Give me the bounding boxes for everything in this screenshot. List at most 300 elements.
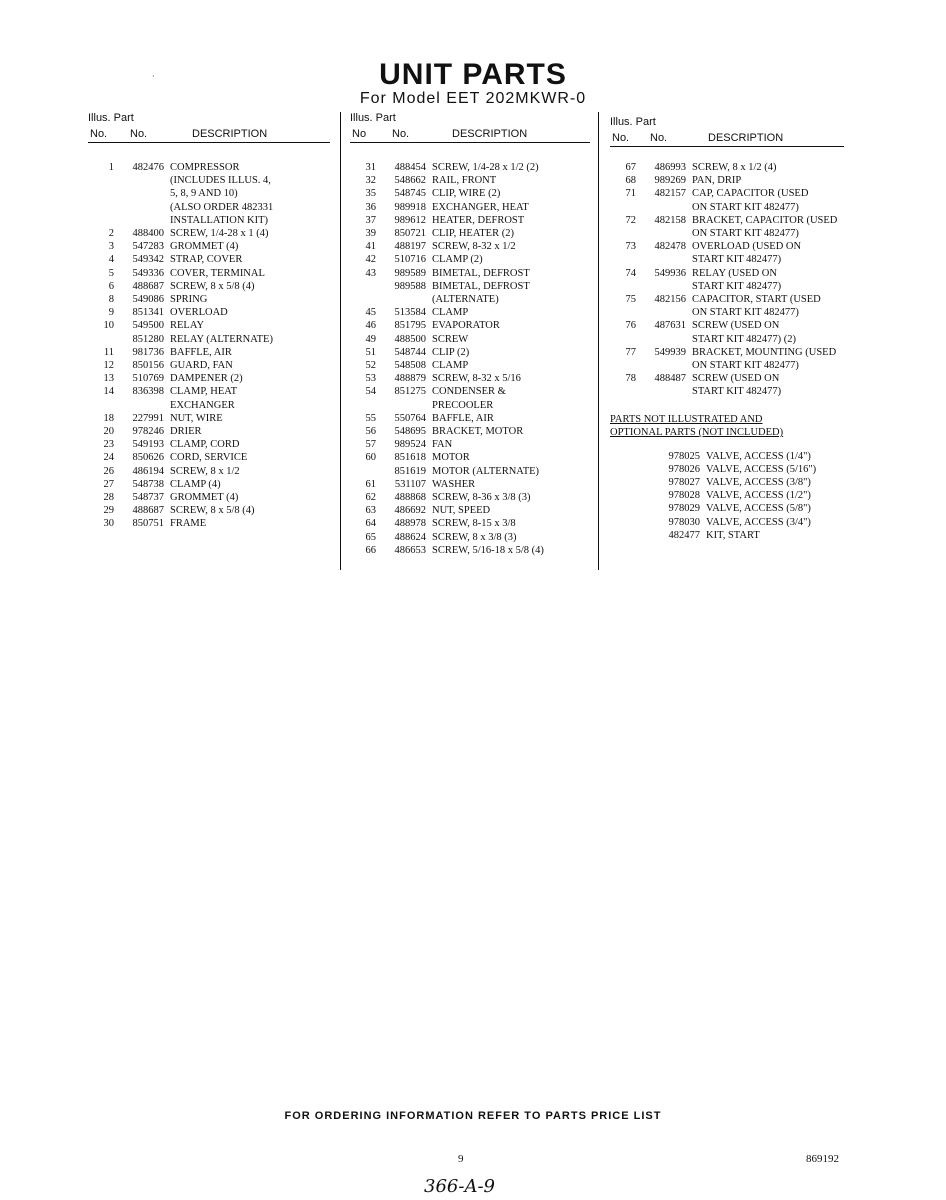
table-row [350, 201, 590, 214]
part-description: (ALSO ORDER 482331 [170, 201, 274, 213]
part-number [114, 201, 170, 214]
part-number [114, 187, 170, 200]
part-description: STRAP, COVER [170, 254, 243, 266]
illus-number: 62 [365, 492, 376, 504]
header-description: DESCRIPTION [192, 128, 268, 140]
table-row [88, 319, 330, 332]
parts-list [350, 161, 590, 557]
part-description: GROMMET (4) [170, 241, 239, 253]
notes-line-2: OPTIONAL PARTS (NOT INCLUDED) [610, 427, 784, 439]
illus-number [350, 293, 376, 306]
illus-number: 73 [625, 241, 636, 253]
parts-column-2 [350, 112, 590, 557]
part-number [376, 293, 432, 306]
illus-number: 8 [108, 294, 114, 306]
part-number: 989588 [394, 280, 426, 292]
table-row [610, 359, 844, 372]
part-description: VALVE, ACCESS (3/4") [706, 516, 811, 528]
part-description: CLAMP (4) [170, 478, 221, 490]
header-illus-no: No [352, 128, 367, 140]
illus-number [610, 529, 650, 542]
illus-number [610, 359, 636, 372]
table-row [610, 489, 844, 502]
part-description: BAFFLE, AIR [432, 412, 494, 424]
part-description: SCREW, 8-36 x 3/8 (3) [432, 492, 531, 504]
notes [610, 413, 844, 440]
part-number: 850751 [132, 518, 164, 530]
table-row [610, 240, 844, 253]
illus-number: 76 [625, 320, 636, 332]
table-row [88, 478, 330, 491]
illus-number: 52 [365, 360, 376, 372]
part-number: 989589 [394, 267, 426, 279]
part-description: CLAMP, HEAT [170, 386, 238, 398]
part-description: RELAY [170, 320, 205, 332]
part-description: (INCLUDES ILLUS. 4, [170, 175, 271, 187]
part-description: BIMETAL, DEFROST [432, 267, 530, 279]
part-description: NUT, WIRE [170, 412, 223, 424]
part-number: 487631 [654, 320, 686, 332]
table-row [610, 502, 844, 515]
illus-number [610, 476, 650, 489]
table-row [610, 267, 844, 280]
part-number: 547283 [132, 241, 164, 253]
part-number: 978029 [668, 503, 700, 515]
part-number: 227991 [132, 412, 164, 424]
part-description: SCREW (USED ON [692, 320, 780, 332]
part-number: 981736 [132, 346, 164, 358]
part-description: CAP, CAPACITOR (USED [692, 188, 809, 200]
part-number: 978025 [668, 450, 700, 462]
illus-number [88, 174, 114, 187]
part-number: 836398 [132, 386, 164, 398]
part-description: SCREW, 8-32 x 1/2 [432, 241, 516, 253]
illus-number: 23 [103, 439, 114, 451]
table-row [88, 412, 330, 425]
part-number [636, 359, 692, 372]
part-description: CLIP, HEATER (2) [432, 228, 514, 240]
part-description: CLAMP [432, 307, 469, 319]
part-description: PRECOOLER [432, 399, 494, 411]
illus-number: 63 [365, 505, 376, 517]
header-description: DESCRIPTION [708, 132, 784, 144]
illus-number: 54 [365, 386, 376, 398]
part-number [114, 174, 170, 187]
part-number: 488879 [394, 373, 426, 385]
table-row [350, 531, 590, 544]
header-part-no: No. [130, 128, 148, 140]
part-number: 851280 [132, 333, 164, 345]
table-row [350, 465, 590, 478]
part-number: 978246 [132, 426, 164, 438]
column-divider [598, 112, 599, 570]
part-description: ON START KIT 482477) [692, 201, 799, 213]
part-number: 510716 [394, 254, 426, 266]
illus-number: 26 [103, 465, 114, 477]
table-row [350, 240, 590, 253]
part-number: 989918 [394, 201, 426, 213]
part-number: 851619 [394, 465, 426, 477]
part-description: CLAMP (2) [432, 254, 483, 266]
illus-number [610, 450, 650, 463]
part-number [636, 201, 692, 214]
part-description: SCREW, 8-15 x 3/8 [432, 518, 516, 530]
illus-number: 49 [365, 333, 376, 345]
illus-number: 1 [108, 162, 114, 173]
table-row [88, 385, 330, 398]
illus-number: 35 [365, 188, 376, 200]
part-number: 482476 [132, 162, 164, 173]
illus-number [610, 333, 636, 346]
part-description: BAFFLE, AIR [170, 346, 232, 358]
illus-number: 11 [103, 346, 114, 358]
part-description: SCREW, 8-32 x 5/16 [432, 373, 521, 385]
part-description: INSTALLATION KIT) [170, 214, 269, 226]
part-description: BRACKET, CAPACITOR (USED [692, 214, 838, 226]
table-row [350, 253, 590, 266]
table-row [350, 491, 590, 504]
part-description: COVER, TERMINAL [170, 267, 265, 279]
part-description: MOTOR [432, 452, 470, 464]
illus-number: 68 [625, 175, 636, 187]
part-description: CLAMP, CORD [170, 439, 240, 451]
part-number: 488500 [394, 333, 426, 345]
table-row [88, 267, 330, 280]
table-row [350, 517, 590, 530]
optional-parts-list [610, 450, 844, 542]
illus-number [610, 280, 636, 293]
table-row [350, 359, 590, 372]
illus-number [88, 187, 114, 200]
part-description: FAN [432, 439, 453, 451]
part-number [636, 333, 692, 346]
part-description: START KIT 482477) [692, 280, 782, 292]
illus-number: 37 [365, 214, 376, 226]
table-row [88, 465, 330, 478]
illus-number: 53 [365, 373, 376, 385]
table-row [610, 201, 844, 214]
illus-number: 56 [365, 426, 376, 438]
column-header [610, 116, 844, 147]
illus-number: 14 [103, 386, 114, 398]
part-number: 488687 [132, 280, 164, 292]
part-number: 548744 [394, 346, 426, 358]
part-description: DAMPENER (2) [170, 373, 243, 385]
part-number: 978028 [668, 490, 700, 502]
part-number [636, 306, 692, 319]
table-row [88, 161, 330, 174]
table-row [350, 478, 590, 491]
part-description: EXCHANGER [170, 399, 235, 411]
part-number [114, 399, 170, 412]
header-part-no: No. [392, 128, 410, 140]
table-row [350, 293, 590, 306]
table-row [88, 240, 330, 253]
table-row [350, 372, 590, 385]
table-row [88, 517, 330, 530]
part-description: NUT, SPEED [432, 505, 491, 517]
illus-number: 30 [103, 518, 114, 530]
part-number: 488454 [394, 162, 426, 173]
table-row [610, 214, 844, 227]
part-description: GROMMET (4) [170, 492, 239, 504]
column-header [350, 112, 590, 143]
table-row [610, 333, 844, 346]
table-row [88, 280, 330, 293]
illus-number: 71 [625, 188, 636, 200]
part-number: 482477 [668, 529, 700, 541]
illus-number [350, 280, 376, 293]
table-row [610, 529, 844, 542]
illus-number: 67 [625, 162, 636, 173]
table-row [350, 438, 590, 451]
part-number: 978030 [668, 516, 700, 528]
parts-column-1 [88, 112, 330, 531]
part-description: VALVE, ACCESS (5/16") [706, 463, 817, 475]
part-number: 549193 [132, 439, 164, 451]
part-number: 549939 [654, 346, 686, 358]
part-number [636, 227, 692, 240]
illus-number: 24 [103, 452, 114, 464]
part-number: 482156 [654, 294, 686, 306]
part-description: SCREW (USED ON [692, 373, 780, 385]
part-description: CONDENSER & [432, 386, 506, 398]
part-description: EVAPORATOR [432, 320, 500, 332]
column-divider [340, 112, 341, 570]
illus-number: 32 [365, 175, 376, 187]
part-description: ON START KIT 482477) [692, 228, 799, 240]
table-row [88, 491, 330, 504]
part-description: SCREW [432, 333, 469, 345]
illus-number: 78 [625, 373, 636, 385]
illus-number: 28 [103, 492, 114, 504]
table-row [610, 174, 844, 187]
part-number: 486692 [394, 505, 426, 517]
table-row [350, 425, 590, 438]
handwritten-code: 366-A-9 [424, 1176, 495, 1197]
illus-number [350, 465, 376, 478]
part-description: COMPRESSOR [170, 162, 240, 173]
illus-number: 66 [365, 544, 376, 556]
table-row [610, 227, 844, 240]
table-row [610, 385, 844, 398]
parts-list [88, 161, 330, 531]
part-number: 488868 [394, 492, 426, 504]
table-row [350, 451, 590, 464]
illus-number: 2 [108, 228, 114, 240]
illus-number: 3 [108, 241, 114, 253]
illus-number: 29 [103, 505, 114, 517]
illus-number [610, 463, 650, 476]
part-description: VALVE, ACCESS (3/8") [706, 477, 811, 489]
illus-number: 9 [108, 307, 114, 319]
part-description: START KIT 482477) [692, 254, 782, 266]
table-row [610, 372, 844, 385]
illus-number [610, 489, 650, 502]
illus-number: 6 [108, 280, 114, 292]
table-row [350, 280, 590, 293]
header-part-no: No. [650, 132, 668, 144]
part-description: CAPACITOR, START (USED [692, 294, 821, 306]
table-row [88, 214, 330, 227]
illus-number: 41 [365, 241, 376, 253]
part-number: 548695 [394, 426, 426, 438]
table-row [350, 544, 590, 557]
part-number: 510769 [132, 373, 164, 385]
part-number: 549500 [132, 320, 164, 332]
illus-number [88, 333, 114, 346]
part-description: ON START KIT 482477) [692, 307, 799, 319]
illus-number: 10 [103, 320, 114, 332]
part-number: 549936 [654, 267, 686, 279]
table-row [610, 253, 844, 266]
illus-number [610, 253, 636, 266]
illus-number: 64 [365, 518, 376, 530]
part-description: CLIP (2) [432, 346, 470, 358]
part-number: 486993 [654, 162, 686, 173]
table-row [88, 399, 330, 412]
part-number: 549086 [132, 294, 164, 306]
part-description: RELAY (ALTERNATE) [170, 333, 273, 345]
table-row [350, 161, 590, 174]
header-description: DESCRIPTION [452, 128, 528, 140]
illus-number: 13 [103, 373, 114, 385]
part-number: 488978 [394, 518, 426, 530]
illus-number: 36 [365, 201, 376, 213]
table-row [350, 504, 590, 517]
stray-mark: · [152, 72, 155, 81]
part-number: 482157 [654, 188, 686, 200]
part-number: 513584 [394, 307, 426, 319]
part-number: 488400 [132, 228, 164, 240]
illus-number [610, 227, 636, 240]
illus-number: 39 [365, 228, 376, 240]
part-description: SCREW, 8 x 5/8 (4) [170, 280, 255, 292]
part-description: CLAMP [432, 360, 469, 372]
table-row [610, 280, 844, 293]
table-row [610, 516, 844, 529]
part-number: 482478 [654, 241, 686, 253]
part-description: 5, 8, 9 AND 10) [170, 188, 238, 200]
part-description: SCREW, 8 x 1/2 [170, 465, 240, 477]
illus-number: 77 [625, 346, 636, 358]
part-number: 549342 [132, 254, 164, 266]
table-row [88, 174, 330, 187]
part-description: CORD, SERVICE [170, 452, 248, 464]
part-description: (ALTERNATE) [432, 294, 499, 306]
table-row [610, 319, 844, 332]
illus-number: 55 [365, 412, 376, 424]
part-description: DRIER [170, 426, 202, 438]
table-row [88, 504, 330, 517]
part-description: SCREW, 8 x 1/2 (4) [692, 162, 777, 173]
column-header [88, 112, 330, 143]
illus-number: 43 [365, 267, 376, 279]
illus-number [88, 399, 114, 412]
table-row [350, 346, 590, 359]
part-number: 850156 [132, 360, 164, 372]
table-row [350, 214, 590, 227]
part-number: 978027 [668, 477, 700, 489]
part-number: 851275 [394, 386, 426, 398]
header-line1: Illus. Part [610, 116, 656, 128]
table-row [88, 333, 330, 346]
table-row [350, 174, 590, 187]
table-row [88, 253, 330, 266]
part-description: ON START KIT 482477) [692, 360, 799, 372]
part-description: VALVE, ACCESS (5/8") [706, 503, 811, 515]
parts-list [610, 161, 844, 399]
part-number: 488624 [394, 531, 426, 543]
illus-number: 65 [365, 531, 376, 543]
illus-number: 46 [365, 320, 376, 332]
part-number: 488487 [654, 373, 686, 385]
table-row [610, 293, 844, 306]
document-number: 869192 [806, 1153, 839, 1165]
table-row [610, 346, 844, 359]
illus-number: 60 [365, 452, 376, 464]
table-row [88, 372, 330, 385]
part-number: 486194 [132, 465, 164, 477]
table-row [350, 267, 590, 280]
table-row [350, 319, 590, 332]
illus-number: 31 [365, 162, 376, 173]
part-number [636, 280, 692, 293]
part-number: 482158 [654, 214, 686, 226]
illus-number: 45 [365, 307, 376, 319]
part-description: SCREW, 1/4-28 x 1/2 (2) [432, 162, 539, 173]
illus-number [610, 516, 650, 529]
part-description: HEATER, DEFROST [432, 214, 525, 226]
part-number: 989269 [654, 175, 686, 187]
part-number: 978026 [668, 463, 700, 475]
table-row [88, 306, 330, 319]
part-number [636, 253, 692, 266]
table-row [88, 451, 330, 464]
parts-column-3 [610, 116, 844, 542]
page-number: 9 [458, 1153, 464, 1165]
part-number: 548745 [394, 188, 426, 200]
table-row [350, 306, 590, 319]
part-number [114, 214, 170, 227]
header-illus-no: No. [90, 128, 108, 140]
table-row [610, 161, 844, 174]
table-row [350, 187, 590, 200]
part-number [636, 385, 692, 398]
table-row [610, 463, 844, 476]
table-row [88, 359, 330, 372]
table-row [88, 425, 330, 438]
part-number: 548737 [132, 492, 164, 504]
table-row [88, 293, 330, 306]
part-number: 851341 [132, 307, 164, 319]
part-description: EXCHANGER, HEAT [432, 201, 529, 213]
part-description: SCREW, 8 x 5/8 (4) [170, 505, 255, 517]
part-description: START KIT 482477) [692, 386, 782, 398]
illus-number [350, 399, 376, 412]
part-description: RAIL, FRONT [432, 175, 497, 187]
notes-line-1: PARTS NOT ILLUSTRATED AND [610, 413, 763, 425]
header-line1: Illus. Part [88, 112, 134, 124]
table-row [88, 438, 330, 451]
part-number: 548738 [132, 478, 164, 490]
part-number: 531107 [394, 478, 426, 490]
part-description: BRACKET, MOUNTING (USED [692, 346, 837, 358]
model-subtitle: For Model EET 202MKWR-0 [359, 90, 587, 107]
table-row [610, 450, 844, 463]
table-row [350, 227, 590, 240]
part-number [376, 399, 432, 412]
